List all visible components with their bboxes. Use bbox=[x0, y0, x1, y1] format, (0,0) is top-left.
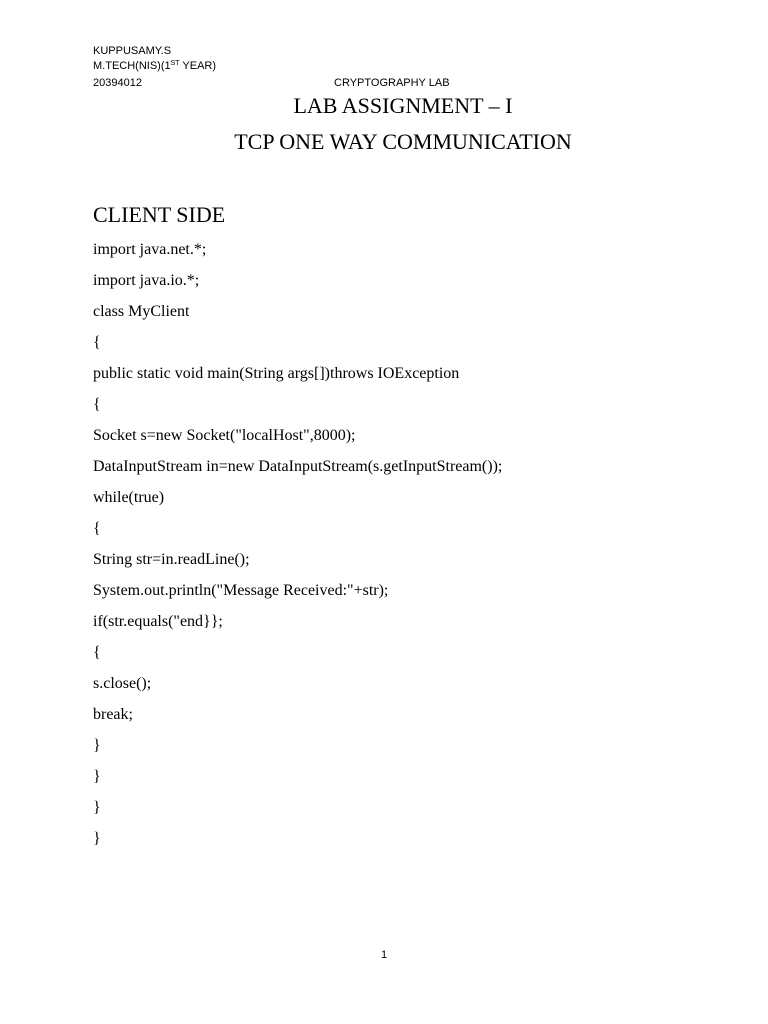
course-title: CRYPTOGRAPHY LAB bbox=[334, 77, 450, 89]
page-number: 1 bbox=[380, 949, 388, 961]
code-line: { bbox=[93, 396, 101, 413]
author-degree bbox=[93, 60, 216, 73]
code-line: String str=in.readLine(); bbox=[93, 551, 250, 568]
topic-title: TCP ONE WAY COMMUNICATION bbox=[234, 129, 572, 154]
code-listing bbox=[93, 239, 502, 859]
code-line: public static void main(String args[])throws IOException bbox=[93, 365, 460, 382]
code-line: { bbox=[93, 644, 101, 661]
assignment-title: LAB ASSIGNMENT – I bbox=[293, 93, 513, 118]
code-line: } bbox=[93, 737, 101, 754]
degree-superscript: ST bbox=[170, 60, 180, 67]
code-line: import java.io.*; bbox=[93, 272, 200, 289]
code-line: Socket s=new Socket("localHost",8000); bbox=[93, 427, 356, 444]
code-line: } bbox=[93, 799, 101, 816]
code-line: { bbox=[93, 520, 101, 537]
code-line: break; bbox=[93, 706, 133, 723]
code-line: s.close(); bbox=[93, 675, 152, 692]
code-line: import java.net.*; bbox=[93, 241, 207, 258]
code-line: DataInputStream in=new DataInputStream(s.getInputStream()); bbox=[93, 458, 503, 475]
roll-number: 20394012 bbox=[93, 77, 142, 89]
degree-suffix: YEAR) bbox=[179, 60, 217, 72]
code-line: while(true) bbox=[93, 489, 165, 506]
code-line: } bbox=[93, 830, 101, 847]
degree-prefix: M.TECH(NIS)(1 bbox=[93, 60, 171, 72]
section-heading: CLIENT SIDE bbox=[93, 202, 226, 227]
author-name: KUPPUSAMY.S bbox=[93, 45, 172, 57]
code-line: System.out.println("Message Received:"+str); bbox=[93, 582, 389, 599]
code-line: } bbox=[93, 768, 101, 785]
code-line: class MyClient bbox=[93, 303, 190, 320]
code-line: { bbox=[93, 334, 101, 351]
code-line: if(str.equals("end}}; bbox=[93, 613, 223, 630]
